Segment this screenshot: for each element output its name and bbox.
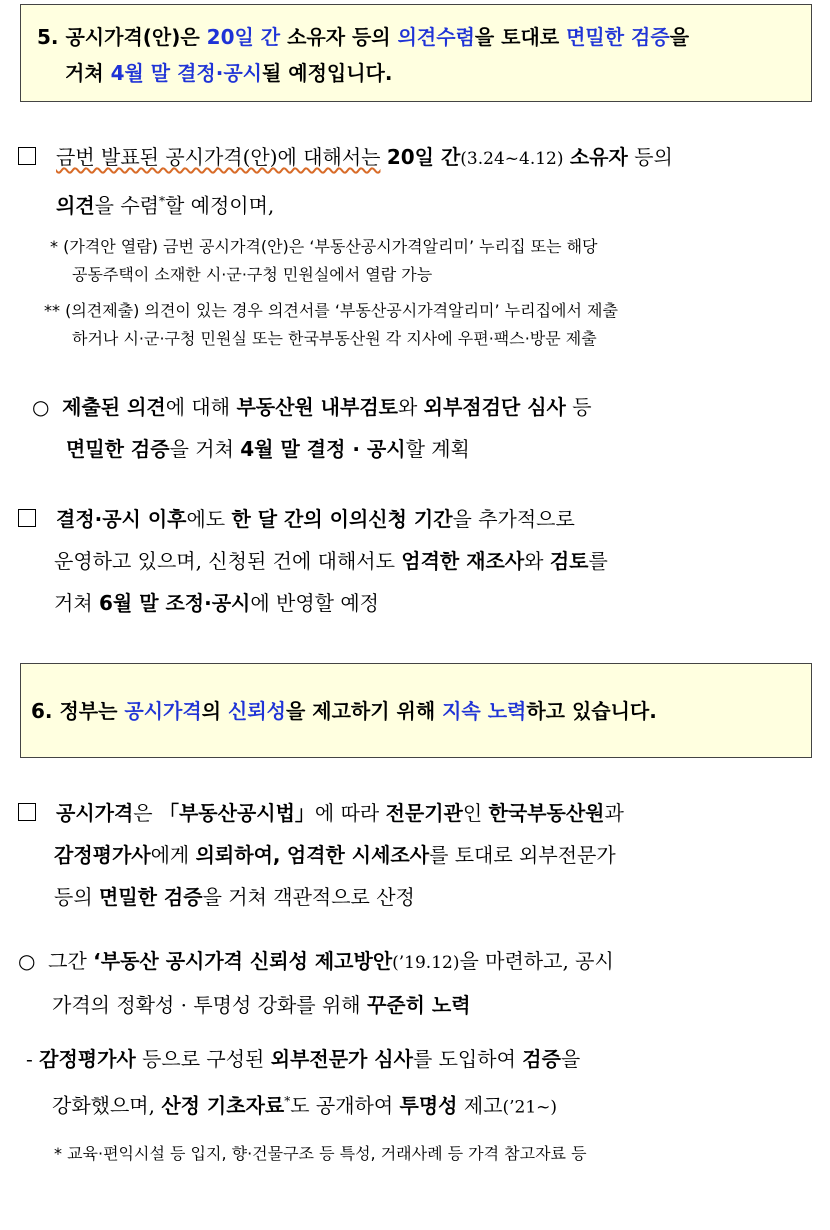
checkbox-bullet: [18, 509, 36, 527]
paragraph-line: 의견을 수렴*할 예정이며,: [56, 193, 275, 218]
checkbox-bullet: [18, 803, 36, 821]
section-6-title: 6. 정부는 공시가격의 신뢰성을 제고하기 위해 지속 노력하고 있습니다.: [31, 698, 657, 723]
section-5-title-line1: 5. 공시가격(안)은 20일 간 소유자 등의 의견수렴을 토대로 면밀한 검증을: [37, 25, 690, 49]
paragraph-external-review: - 감정평가사 등으로 구성된 외부전문가 심사를 도입하여 검증을 강화했으며, 산정 기초자료*도 공개하여 투명성 제고(’21~): [26, 1047, 581, 1118]
paragraph-review-plan: ○ 제출된 의견에 대해 부동산원 내부검토와 외부점검단 심사 등 면밀한 검증을 거쳐 4월 말 결정 · 공시할 계획: [32, 395, 592, 461]
checkbox-bullet: [18, 147, 36, 165]
paragraph-reliability-plan: ○ 그간 ‘부동산 공시가격 신뢰성 제고방안(’19.12)을 마련하고, 공시 가격의 정확성 · 투명성 강화를 위해 꾸준히 노력: [18, 949, 614, 1017]
footnote-price-viewing: * (가격안 열람) 금번 공시가격(안)은 ‘부동산공시가격알리미’ 누리집 또는 해당 공동주택이 소재한 시·군·구청 민원실에서 열람 가능: [50, 237, 598, 284]
footnote-opinion-submission: ** (의견제출) 의견이 있는 경우 의견서를 ‘부동산공시가격알리미’ 누리집에서 제출 하거나 시·군·구청 민원실 또는 한국부동산원 각 지사에 우편·팩스·방문 제출: [44, 301, 618, 348]
paragraph-price-calculation: 공시가격은 「부동산공시법」에 따라 전문기관인 한국부동산원과 감정평가사에게 의뢰하여, 엄격한 시세조사를 토대로 외부전문가 등의 면밀한 검증을 거쳐 객관적으로 산정: [18, 792, 818, 918]
section-5-title-line2: 거쳐 4월 말 결정·공시될 예정입니다.: [65, 61, 393, 85]
paragraph-objection-period: 결정·공시 이후에도 한 달 간의 이의신청 기간을 추가적으로 운영하고 있으며, 신청된 건에 대해서도 엄격한 재조사와 검토를 거쳐 6월 말 조정·공시에 반영할 예정: [18, 498, 818, 624]
paragraph-opinion-collection: [18, 136, 818, 227]
footnote-base-data: * 교육·편익시설 등 입지, 향·건물구조 등 특성, 거래사례 등 가격 참고자료 등: [54, 1144, 587, 1163]
section-5-header: [20, 4, 812, 102]
section-6-header: [20, 663, 812, 758]
paragraph-line: 금번 발표된 공시가격(안)에 대해서는 20일 간(3.24~4.12) 소유자 등의: [18, 136, 818, 180]
